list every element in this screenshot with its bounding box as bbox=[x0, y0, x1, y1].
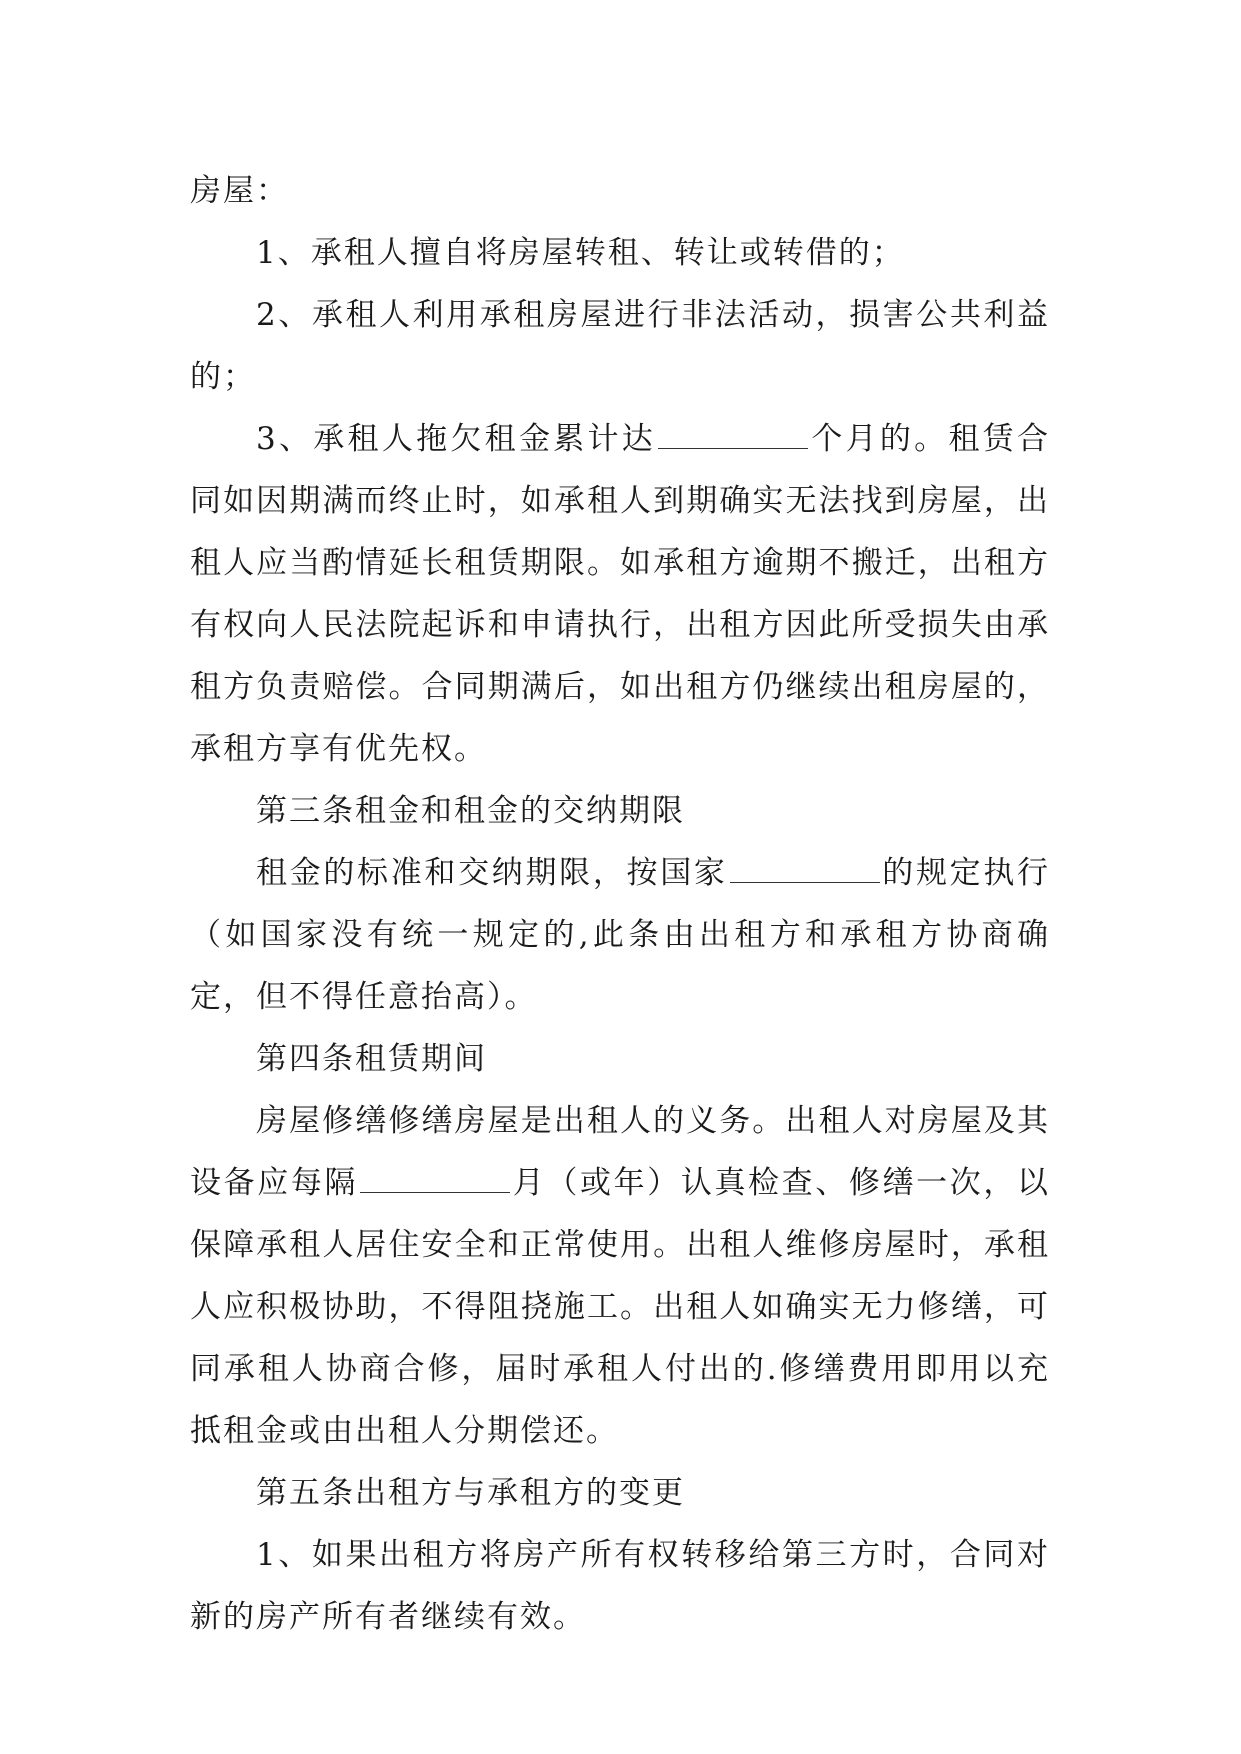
fill-blank-months bbox=[658, 422, 808, 449]
document-page bbox=[190, 160, 1050, 1648]
article-4-body-rest: 月（或年）认真检查、修缮一次，以保障承租人居住安全和正常使用。出租人维修房屋时，承租人应积极协助，不得阻挠施工。出租人如确实无力修缮，可同承租人协商合修，届时承租人付出的.修缮费用即用以充抵租金或由出租人分期偿还。 bbox=[190, 1165, 1051, 1449]
article-5-heading: 第五条出租方与承租方的变更 bbox=[256, 1475, 685, 1511]
article-4-body bbox=[190, 1090, 1050, 1462]
fill-blank-regulation bbox=[730, 856, 880, 883]
article-4-heading: 第四条租赁期间 bbox=[256, 1041, 487, 1077]
clause-item-3-rest: 个月的。租赁合同如因期满而终止时，如承租人到期确实无法找到房屋，出租人应当酌情延长租赁期限。如承租方逾期不搬迁，出租方有权向人民法院起诉和申请执行，出租方因此所受损失由承租方负责赔偿。合同期满后，如出租方仍继续出租房屋的，承租方享有优先权。 bbox=[190, 421, 1051, 767]
article-4-body-start: 房屋修缮修缮房屋是出租人的义务。出租人对房屋及其设备应每隔 bbox=[190, 1103, 1050, 1201]
article-3-body-start: 租金的标准和交纳期限，按国家 bbox=[256, 855, 728, 891]
clause-item-3-start: 3、承租人拖欠租金累计达 bbox=[256, 421, 657, 457]
paragraph-continued-heading: 房屋： bbox=[190, 173, 289, 209]
clause-item-2: 2、承租人利用承租房屋进行非法活动，损害公共利益的； bbox=[190, 297, 1050, 395]
article-5-item-1: 1、如果出租方将房产所有权转移给第三方时，合同对新的房产所有者继续有效。 bbox=[190, 1537, 1050, 1635]
article-3-body bbox=[190, 842, 1050, 1028]
fill-blank-interval bbox=[360, 1166, 510, 1193]
article-3-heading: 第三条租金和租金的交纳期限 bbox=[256, 793, 685, 829]
clause-item-1: 1、承租人擅自将房屋转租、转让或转借的； bbox=[256, 235, 905, 271]
article-3-body-rest: 的规定执行（如国家没有统一规定的,此条由出租方和承租方协商确定，但不得任意抬高）。 bbox=[190, 855, 1050, 1015]
clause-item-3 bbox=[190, 408, 1050, 780]
